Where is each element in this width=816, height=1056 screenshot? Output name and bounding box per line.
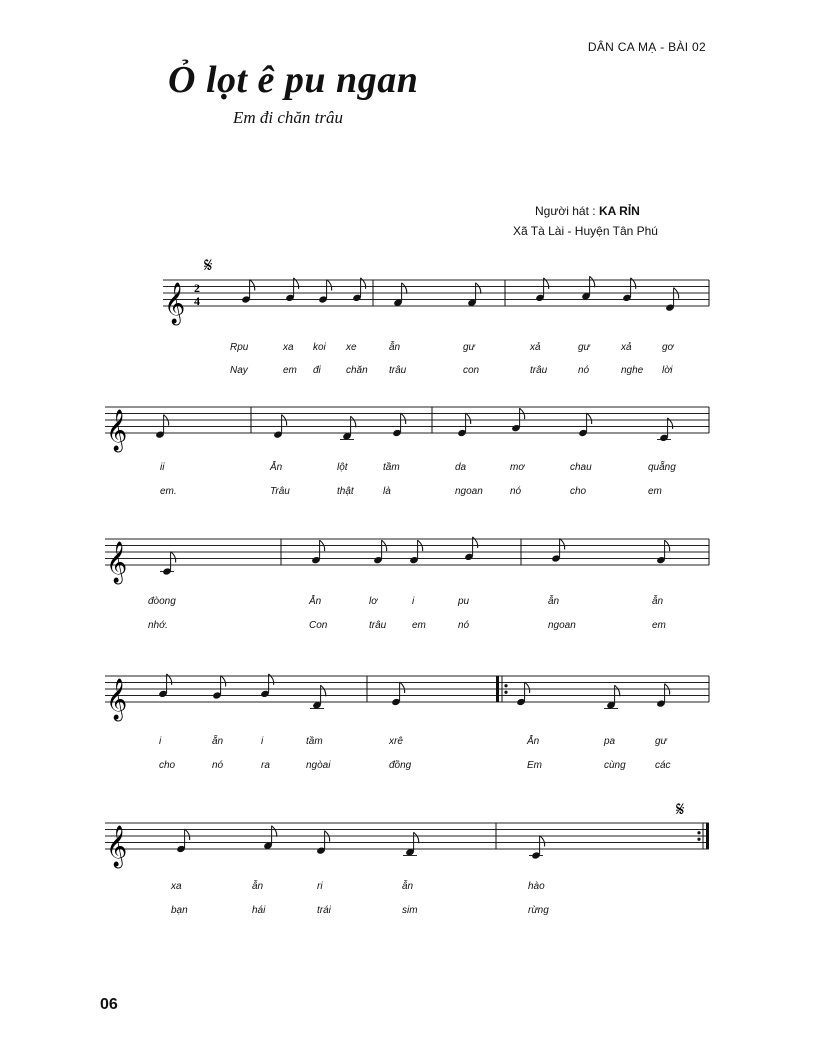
lyric-syllable: là bbox=[383, 486, 391, 497]
singer-place: Xã Tà Lài - Huyện Tân Phú bbox=[513, 224, 658, 238]
lyric-syllable: bạn bbox=[171, 905, 188, 916]
lyric-syllable: trâu bbox=[389, 365, 407, 376]
lyric-syllable: trâu bbox=[530, 365, 548, 376]
lyric-syllable: i bbox=[412, 596, 415, 607]
note-flag bbox=[631, 278, 636, 289]
lyric-syllable: ngoan bbox=[455, 486, 483, 497]
lyric-syllable: em bbox=[412, 620, 426, 631]
lyric-syllable: thật bbox=[337, 486, 354, 497]
series-label: DÂN CA MẠ - BÀI 02 bbox=[587, 40, 706, 54]
treble-clef: 𝄞 bbox=[106, 826, 128, 867]
lyric-syllable: i bbox=[261, 736, 264, 747]
lyric-syllable: lơ bbox=[369, 596, 378, 607]
note-flag bbox=[361, 278, 366, 289]
lyric-syllable: Nay bbox=[230, 365, 248, 376]
lyric-syllable: ẫn bbox=[652, 596, 664, 607]
singer-name: KA RỈN bbox=[598, 204, 640, 218]
repeat-start-thick-bar bbox=[496, 676, 499, 702]
lyric-syllable: cùng bbox=[604, 760, 626, 771]
note-flag bbox=[167, 674, 172, 685]
lyric-syllable: sim bbox=[402, 905, 418, 916]
lyric-syllable: da bbox=[455, 462, 467, 473]
lyric-syllable: ẫn bbox=[548, 596, 560, 607]
note-flag bbox=[414, 832, 419, 843]
note-flag bbox=[560, 539, 565, 550]
note-flag bbox=[185, 829, 190, 840]
treble-clef: 𝄞 bbox=[164, 283, 186, 324]
note-flag bbox=[540, 836, 545, 847]
lyric-syllable: ẫn bbox=[252, 881, 264, 892]
note-flag bbox=[269, 674, 274, 685]
page-number: 06 bbox=[100, 996, 118, 1013]
lyric-syllable: ngoan bbox=[548, 620, 576, 631]
lyric-syllable: đòong bbox=[148, 596, 176, 607]
note-flag bbox=[473, 537, 478, 548]
note-flag bbox=[400, 682, 405, 693]
lyric-syllable: gư bbox=[463, 342, 475, 353]
lyric-syllable: nó bbox=[510, 486, 522, 497]
lyric-syllable: xa bbox=[171, 881, 182, 892]
note-flag bbox=[615, 685, 620, 696]
lyric-syllable: ii bbox=[160, 462, 165, 473]
lyric-syllable: em bbox=[648, 486, 662, 497]
lyric-syllable: em bbox=[283, 365, 297, 376]
repeat-dot bbox=[697, 838, 700, 841]
lyric-syllable: lột bbox=[337, 462, 348, 473]
lyric-syllable: xa bbox=[283, 342, 294, 353]
note-flag bbox=[402, 283, 407, 294]
lyric-syllable: mơ bbox=[510, 462, 525, 473]
lyric-syllable: lời bbox=[662, 365, 673, 376]
time-signature-bottom: 4 bbox=[194, 294, 200, 308]
lyric-syllable: đồng bbox=[389, 760, 412, 771]
lyric-syllable: trâu bbox=[369, 620, 387, 631]
lyric-syllable: tầm bbox=[383, 462, 400, 473]
lyric-syllable: pa bbox=[604, 736, 616, 747]
note-flag bbox=[466, 413, 471, 424]
lyric-syllable: quẵng bbox=[648, 462, 676, 473]
lyric-syllable: hào bbox=[528, 881, 545, 892]
song-subtitle: Em đi chăn trâu bbox=[233, 108, 344, 127]
lyric-syllable: Rpu bbox=[230, 342, 249, 353]
repeat-end-thick-bar bbox=[706, 823, 709, 849]
lyric-syllable: đi bbox=[313, 365, 321, 376]
lyric-syllable: gư bbox=[655, 736, 667, 747]
song-title: Ỏ lọt ê pu ngan bbox=[168, 59, 419, 101]
note-flag bbox=[668, 418, 673, 429]
lyric-syllable: ra bbox=[261, 760, 270, 771]
lyric-syllable: chăn bbox=[346, 365, 368, 376]
lyric-syllable: pu bbox=[458, 596, 470, 607]
lyric-syllable: hái bbox=[252, 905, 266, 916]
segno-symbol-end: 𝄋 bbox=[676, 797, 685, 821]
repeat-dot bbox=[504, 691, 507, 694]
lyric-syllable: các bbox=[655, 760, 671, 771]
lyric-syllable: nó bbox=[458, 620, 470, 631]
lyric-syllable: nghe bbox=[621, 365, 644, 376]
lyric-syllable: ẫn bbox=[402, 881, 414, 892]
lyric-syllable: em bbox=[652, 620, 666, 631]
note-flag bbox=[171, 552, 176, 563]
lyric-syllable: i bbox=[159, 736, 162, 747]
note-flag bbox=[221, 676, 226, 687]
lyric-syllable: Em bbox=[527, 760, 542, 771]
lyric-syllable: ẵn bbox=[212, 736, 224, 747]
repeat-dot bbox=[697, 831, 700, 834]
lyric-syllable: ri bbox=[317, 881, 323, 892]
lyric-syllable: trái bbox=[317, 905, 331, 916]
lyric-syllable: ẫn bbox=[389, 342, 401, 353]
lyric-syllable: nhớ. bbox=[148, 620, 168, 631]
note-flag bbox=[351, 416, 356, 427]
note-flag bbox=[476, 283, 481, 294]
lyric-syllable: ngòai bbox=[306, 760, 331, 771]
note-flag bbox=[587, 413, 592, 424]
lyric-syllable: cho bbox=[159, 760, 176, 771]
lyric-syllable: xrê bbox=[389, 736, 403, 747]
lyric-syllable: nó bbox=[578, 365, 590, 376]
lyric-syllable: rừng bbox=[528, 905, 549, 916]
note-flag bbox=[321, 685, 326, 696]
lyric-syllable: xả bbox=[530, 342, 541, 353]
lyric-syllable: xả bbox=[621, 342, 632, 353]
lyric-syllable: Ẫn bbox=[309, 596, 322, 607]
lyric-syllable: xe bbox=[346, 342, 357, 353]
lyric-syllable: cho bbox=[570, 486, 587, 497]
repeat-dot bbox=[504, 684, 507, 687]
note-flag bbox=[401, 413, 406, 424]
lyric-syllable: nó bbox=[212, 760, 224, 771]
lyric-syllable: tầm bbox=[306, 736, 323, 747]
lyric-syllable: Ẫn bbox=[270, 462, 283, 473]
lyric-syllable: gơ bbox=[662, 342, 674, 353]
note-flag bbox=[544, 278, 549, 289]
lyric-syllable: gư bbox=[578, 342, 590, 353]
lyric-syllable: chau bbox=[570, 462, 592, 473]
note-flag bbox=[294, 278, 299, 289]
lyric-syllable: Con bbox=[309, 620, 328, 631]
lyric-syllable: con bbox=[463, 365, 480, 376]
singer-label: Người hát : bbox=[535, 204, 599, 218]
lyric-syllable: koi bbox=[313, 342, 326, 353]
note-flag bbox=[250, 280, 255, 291]
lyric-syllable: Trâu bbox=[270, 486, 290, 497]
treble-clef: 𝄞 bbox=[106, 410, 128, 451]
note-flag bbox=[525, 682, 530, 693]
treble-clef: 𝄞 bbox=[106, 679, 128, 720]
segno-symbol-start: 𝄋 bbox=[204, 253, 213, 277]
lyric-syllable: em. bbox=[160, 486, 177, 497]
note-flag bbox=[327, 280, 332, 291]
note-flag bbox=[590, 276, 595, 287]
lyric-syllable: Ẫn bbox=[527, 736, 540, 747]
note-flag bbox=[272, 826, 277, 837]
time-signature-top: 2 bbox=[194, 281, 200, 295]
treble-clef: 𝄞 bbox=[106, 542, 128, 583]
